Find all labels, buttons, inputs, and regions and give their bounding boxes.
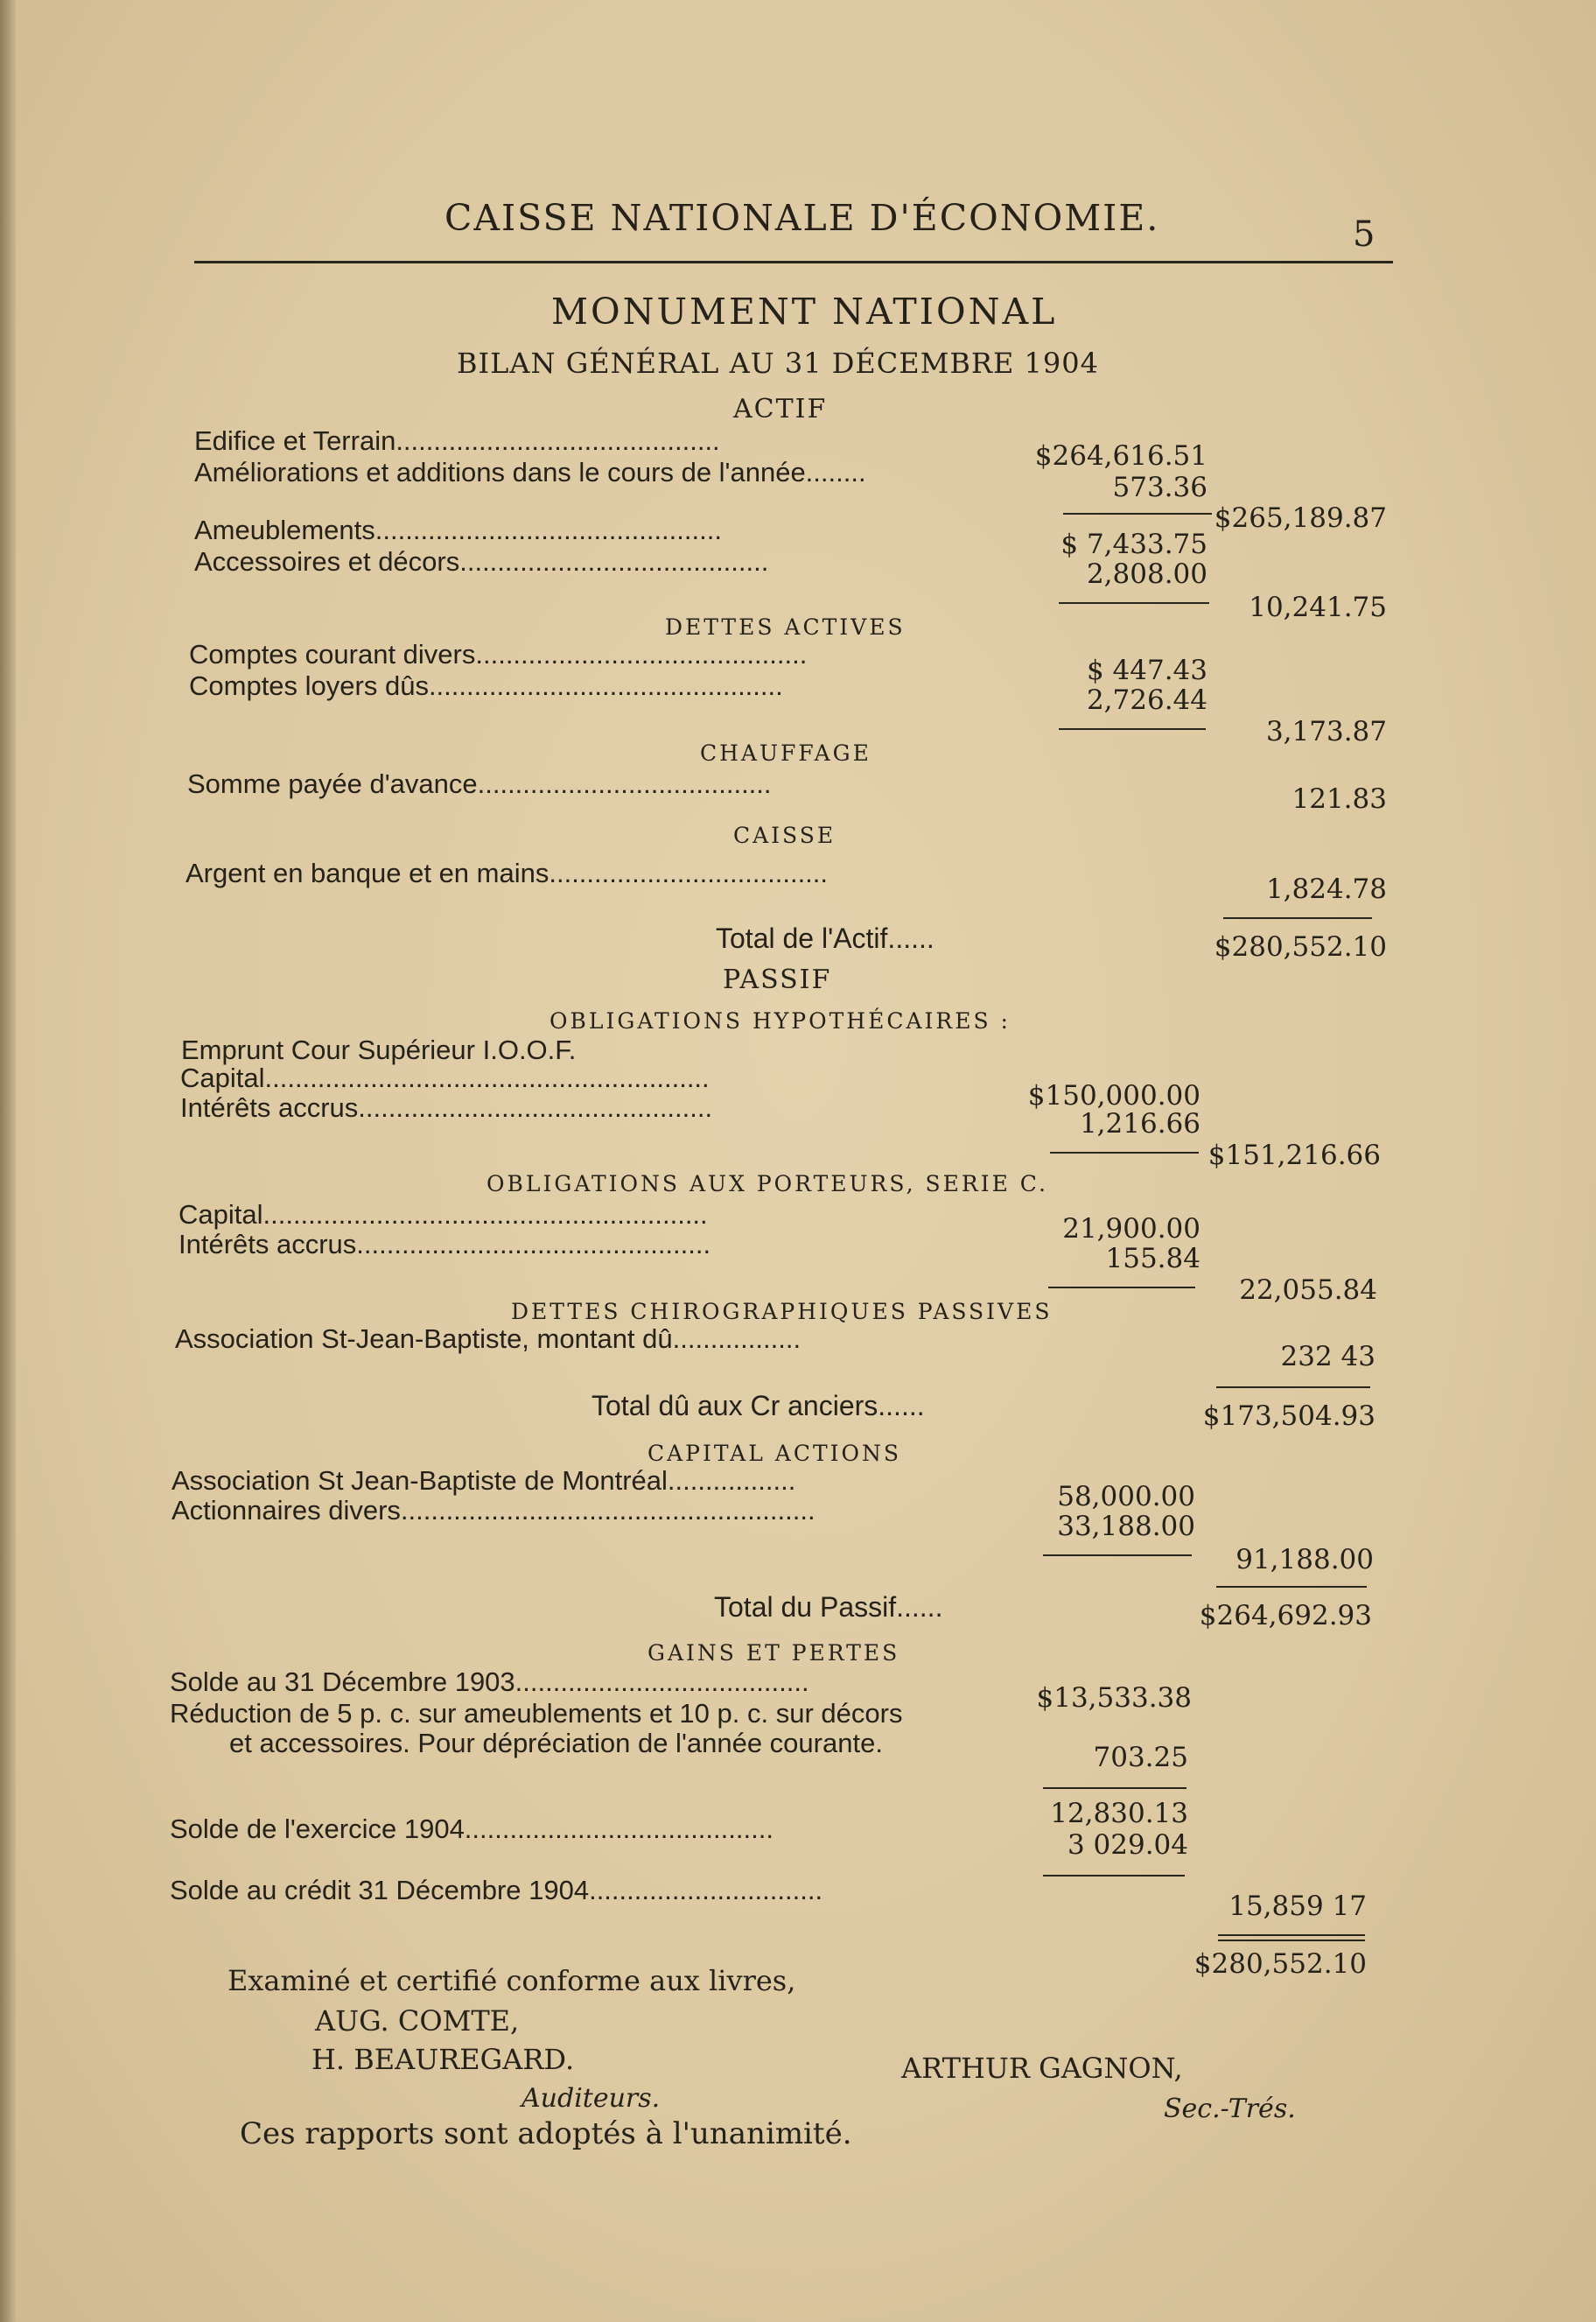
capital-actions-label: Actionnaires divers....................................................... (172, 1495, 816, 1526)
capital-actions-total: 91,188.00 (1236, 1544, 1374, 1575)
actif-line-amount: 2,808.00 (1086, 558, 1208, 590)
auditors-role: Auditeurs. (522, 2083, 661, 2114)
reduction-label: Réduction de 5 p. c. sur ameublements et 10 p. c. sur décors (170, 1698, 903, 1729)
gains-pertes-heading: GAINS ET PERTES (648, 1640, 900, 1666)
actif-subtotal: 10,241.75 (1249, 592, 1387, 623)
porteurs-heading: OBLIGATIONS AUX PORTEURS, SERIE C. (486, 1171, 1048, 1196)
auditor-name: H. BEAUREGARD. (312, 2043, 575, 2076)
hypothecaires-label: Capital........................................................... (180, 1063, 710, 1093)
total-actif-amount: $280,552.10 (1214, 931, 1387, 963)
page-subtitle: BILAN GÉNÉRAL AU 31 DÉCEMBRE 1904 (457, 347, 1099, 380)
running-header: CAISSE NATIONALE D'ÉCONOMIE. (444, 197, 1160, 239)
chauffage-heading: CHAUFFAGE (700, 740, 872, 766)
caisse-heading: CAISSE (733, 823, 836, 848)
double-rule (1218, 1934, 1365, 1941)
page-edge-shadow (0, 0, 16, 2322)
reduction-amount: 703.25 (1093, 1742, 1188, 1773)
caisse-label: Argent en banque et en mains..................................... (186, 858, 829, 888)
reduction-label-cont: et accessoires. Pour dépréciation de l'année courante. (229, 1728, 883, 1758)
actif-line-label: Ameublements.............................................. (194, 515, 722, 545)
dettes-actives-amount: $ 447.43 (1086, 655, 1208, 686)
actif-line-label: Améliorations et additions dans le cours de l'année........ (194, 457, 866, 488)
porteurs-amount: 21,900.00 (1062, 1213, 1200, 1245)
capital-actions-amount: 33,188.00 (1057, 1511, 1195, 1542)
porteurs-total: 22,055.84 (1239, 1274, 1377, 1306)
total-passif-label: Total du Passif...... (714, 1591, 943, 1623)
dettes-actives-amount: 2,726.44 (1086, 684, 1208, 716)
actif-line-amount: $264,616.51 (1034, 440, 1208, 472)
actif-line-label: Edifice et Terrain........................................... (194, 425, 720, 456)
exercice-label: Solde de l'exercice 1904......................................... (170, 1813, 774, 1844)
subtotal-rule (1043, 1787, 1186, 1789)
caisse-total: 1,824.78 (1265, 873, 1387, 905)
passif-heading: PASSIF (723, 965, 832, 995)
chirographiques-total: 232 43 (1280, 1341, 1376, 1372)
capital-actions-amount: 58,000.00 (1057, 1481, 1195, 1512)
exercice-deduction: 3 029.04 (1067, 1829, 1188, 1861)
total-rule (1223, 917, 1372, 919)
total-rule (1216, 1386, 1370, 1388)
creanciers-label: Total dû aux Cr anciers...... (592, 1390, 925, 1421)
credit-label: Solde au crédit 31 Décembre 1904............................... (170, 1875, 823, 1905)
auditor-name: AUG. COMTE, (315, 2004, 520, 2038)
total-rule (1216, 1586, 1367, 1588)
page-title: MONUMENT NATIONAL (551, 291, 1058, 333)
subtotal-rule (1043, 1875, 1185, 1877)
porteurs-label: Capital........................................................... (178, 1199, 708, 1230)
creanciers-total: $173,504.93 (1202, 1400, 1376, 1432)
dettes-actives-label: Comptes courant divers............................................ (189, 639, 808, 670)
actif-line-label: Accessoires et décors......................................... (194, 546, 769, 577)
chirographiques-heading: DETTES CHIROGRAPHIQUES PASSIVES (511, 1299, 1053, 1324)
hypothecaires-amount: 1,216.66 (1079, 1108, 1200, 1140)
hypothecaires-label: Intérêts accrus............................................... (180, 1092, 713, 1123)
actif-heading: ACTIF (733, 394, 828, 424)
chauffage-total: 121.83 (1292, 783, 1387, 815)
dettes-actives-total: 3,173.87 (1265, 716, 1387, 747)
solde-1903-amount: $13,533.38 (1036, 1682, 1192, 1714)
hypothecaires-amount: $150,000.00 (1027, 1080, 1200, 1112)
hypothecaires-total: $151,216.66 (1208, 1140, 1381, 1171)
chauffage-label: Somme payée d'avance....................................... (187, 768, 772, 799)
secretary-name: ARTHUR GAGNON, (901, 2052, 1183, 2085)
adoption-statement: Ces rapports sont adoptés à l'unanimité. (240, 2116, 852, 2151)
capital-actions-label: Association St Jean-Baptiste de Montréal................. (172, 1465, 796, 1496)
exercice-amount: 12,830.13 (1050, 1798, 1188, 1829)
certification-text: Examiné et certifié conforme aux livres, (228, 1964, 796, 1997)
capital-actions-heading: CAPITAL ACTIONS (648, 1441, 902, 1466)
actif-line-amount: 573.36 (1112, 472, 1208, 503)
total-passif-amount: $264,692.93 (1199, 1600, 1372, 1631)
hypothecaires-heading: OBLIGATIONS HYPOTHÉCAIRES : (550, 1008, 1011, 1034)
chirographiques-label: Association St-Jean-Baptiste, montant dû................. (175, 1323, 802, 1354)
secretary-role: Sec.-Trés. (1164, 2094, 1296, 2124)
actif-line-amount: $ 7,433.75 (1060, 529, 1208, 560)
credit-total: 15,859 17 (1228, 1891, 1367, 1922)
header-rule (194, 261, 1393, 263)
porteurs-label: Intérêts accrus............................................... (178, 1229, 711, 1259)
total-actif-label: Total de l'Actif...... (716, 922, 934, 954)
solde-1903-label: Solde au 31 Décembre 1903....................................... (170, 1666, 809, 1697)
hypothecaires-intro: Emprunt Cour Supérieur I.O.O.F. (181, 1035, 577, 1065)
dettes-actives-heading: DETTES ACTIVES (665, 614, 906, 640)
grand-total: $280,552.10 (1194, 1948, 1367, 1980)
actif-subtotal: $265,189.87 (1214, 502, 1387, 534)
page-number: 5 (1353, 214, 1376, 255)
dettes-actives-label: Comptes loyers dûs............................................... (189, 670, 783, 701)
porteurs-amount: 155.84 (1105, 1243, 1200, 1274)
